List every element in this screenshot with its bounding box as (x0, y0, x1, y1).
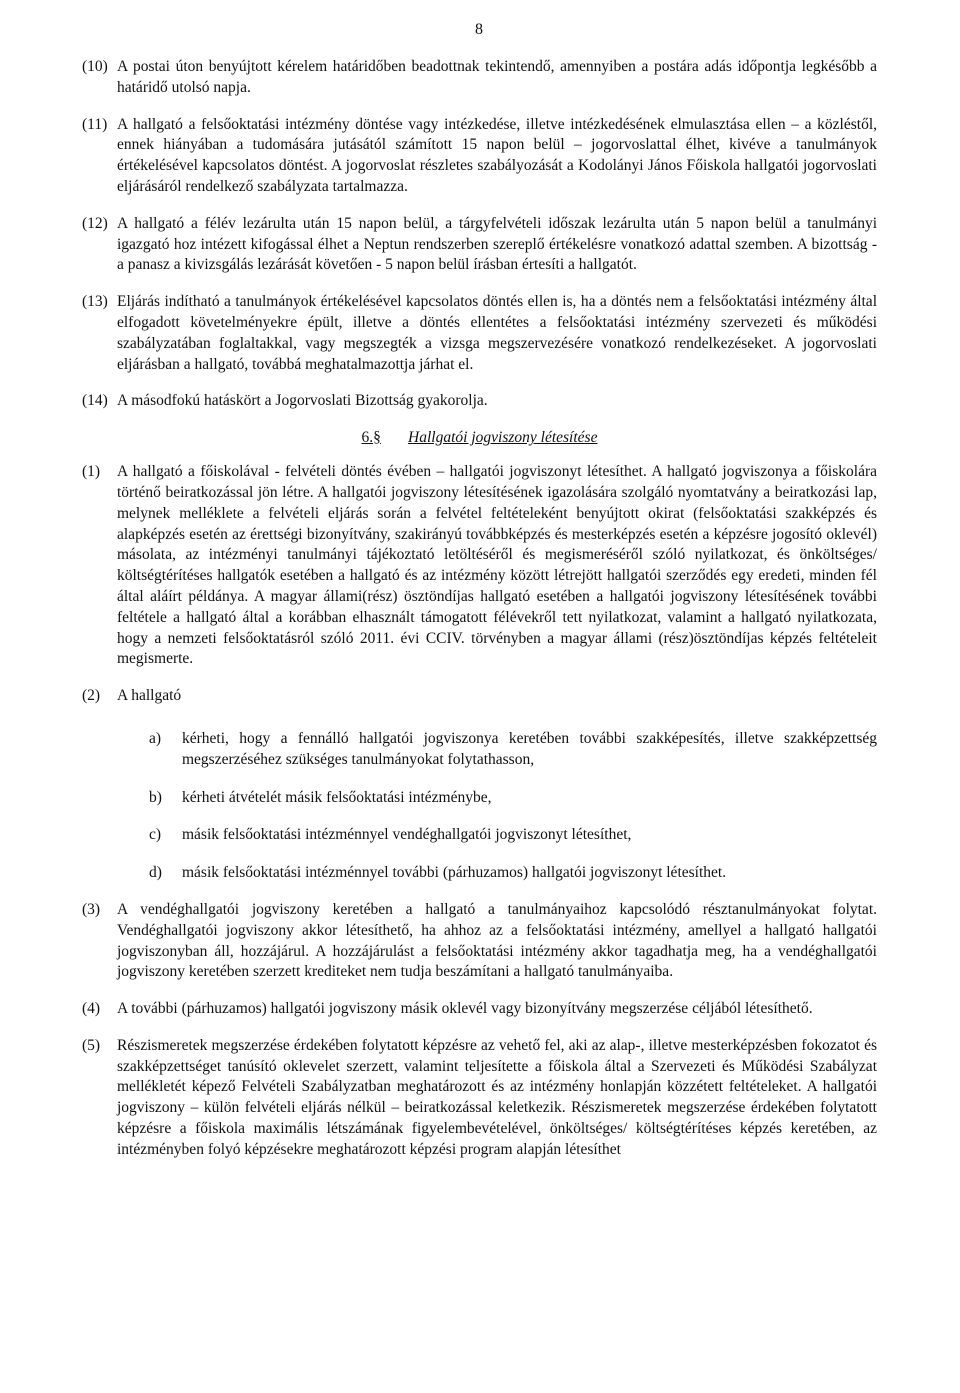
paragraph-14 (82, 391, 877, 412)
paragraph-12 (82, 214, 877, 276)
sub-item-text: másik felsőoktatási intézménnyel vendéghallgatói jogviszonyt létesíthet, (182, 826, 632, 844)
paragraph-number: (5) (82, 1036, 101, 1054)
sub-item-a (82, 729, 877, 771)
paragraph-text: A hallgató a felsőoktatási intézmény döntése vagy intézkedése, illetve intézkedésének elmulasztása ellen – a közléstől, ennek hiányában a tudomására jutásától számított 15 napon belül – jogorvoslattal élhet, kivéve a tanulmányok értékelésével kapcsolatos döntést. A jogorvoslat részletes szabályozását a Kodolányi János Főiskola hallgatói jogorvoslati eljárásáról rendelkező szabályzata tartalmazza. (117, 115, 877, 195)
paragraph-5 (82, 1036, 877, 1161)
paragraph-3 (82, 900, 877, 983)
paragraph-number: (14) (82, 392, 108, 410)
section-title: Hallgatói jogviszony létesítése (408, 429, 598, 447)
paragraph-11 (82, 115, 877, 198)
paragraph-number: (4) (82, 1000, 101, 1018)
paragraph-number: (3) (82, 900, 101, 918)
sub-item-text: másik felsőoktatási intézménnyel további (párhuzamos) hallgatói jogviszonyt létesíthet. (182, 864, 727, 882)
page-number: 8 (475, 21, 483, 38)
paragraph-text: A hallgató a főiskolával - felvételi döntés évében – hallgatói jogviszonyt létesíthet. A hallgató jogviszonya a főiskolára történő beiratkozással jön létre. A hallgatói jogviszony létesítésének igazolására szolgáló nyomtatvány a beiratkozási lap, melynek melléklete a felvételi eljárás során a felvétel feltételeként benyújtott okirat (felsőoktatási szakképzés és alapképzés esetén az érettségi bizonyítvány, szakirányú továbbképzés és mesterképzés esetén a képzésre jogosító oklevél) másolata, az intézményi tanulmányi tájékoztató letöltéséről és megismeréséről szóló nyilatkozat, és önköltséges/ költségtérítéses hallgatók esetében a hallgató és az intézmény között létrejött hallgatói szerződés egy eredeti, minden fél által aláírt példánya. A magyar állami(rész) ösztöndíjas hallgató esetében a hallgatói jogviszony létesítésének további feltétele a hallgató által a korábban elhasznált támogatott félévekről tett nyilatkozat, valamint a hallgató nyilatkozata, hogy a nemzeti felsőoktatásról szóló 2011. évi CCIV. törvényben a magyar állami (rész)ösztöndíjas képzés feltételeit megismerte. (117, 463, 877, 668)
sub-item-letter: b) (149, 788, 162, 806)
paragraph-4 (82, 999, 877, 1020)
paragraph-number: (10) (82, 58, 108, 75)
sub-item-letter: d) (149, 864, 162, 882)
sub-item-text: kérheti átvételét másik felsőoktatási intézménybe, (182, 788, 492, 806)
document-body (82, 57, 877, 1161)
sub-item-letter: c) (149, 826, 162, 844)
sub-item-d (82, 863, 877, 884)
paragraph-text: A postai úton benyújtott kérelem határidőben beadottnak tekintendő, amennyiben a postára adás időpontja legkésőbb a határidő utolsó napja. (117, 58, 877, 96)
paragraph-13 (82, 292, 877, 375)
paragraph-text: A hallgató a félév lezárulta után 15 napon belül, a tárgyfelvételi időszak lezárulta után 5 napon belül a tanulmányi igazgató hoz intézett kifogással élhet a Neptun rendszerben szereplő értékelésre vonatkozó adattal szemben. A bizottság - a panasz a kivizsgálás lezárását követően - 5 napon belül írásban értesíti a hallgatót. (117, 214, 877, 274)
paragraph-number: (1) (82, 463, 101, 481)
paragraph-10 (82, 57, 877, 99)
paragraph-text: A másodfokú hatáskört a Jogorvoslati Bizottság gyakorolja. (117, 392, 488, 410)
paragraph-number: (11) (82, 115, 108, 133)
sub-item-text: kérheti, hogy a fennálló hallgatói jogviszonya keretében további szakképesítés, illetve szakképzettség megszerzéséhez szükséges tanulmányokat folytathasson, (182, 729, 877, 768)
section-number: 6.§ (361, 429, 381, 447)
paragraph-number: (2) (82, 687, 101, 705)
paragraph-2 (82, 686, 877, 707)
paragraph-text: Részismeretek megszerzése érdekében folytatott képzésre az vehető fel, aki az alap-, illetve mesterképzésben fokozatot és szakképzettséget tanúsító oklevelet szerzett, valamint teljesítette a főiskola által a Szervezeti és Működési Szabályzat mellékletét képező Felvételi Szabályzatban meghatározott és az intézmény honlapján közzétett feltételeket. A hallgatói jogviszony – külön felvételi eljárás nélkül – beiratkozással keletkezik. Részismeretek megszerzése érdekében folytatott képzésre a főiskola maximális létszámának figyelembevételével, önköltséges/ költségtérítéses képzés keretében, az intézményben folyó képzésekre meghatározott képzési program alapján létesíthet (117, 1036, 877, 1158)
paragraph-text: A hallgató (117, 687, 182, 705)
paragraph-text: Eljárás indítható a tanulmányok értékelésével kapcsolatos döntés ellen is, ha a döntés nem a felsőoktatási intézmény által elfogadott követelményekre épült, illetve a döntés ellentétes a felsőoktatási intézmény szervezeti és működési szabályzatában foglaltakkal, vagy megszegték a vizsga megszervezésére vonatkozó rendelkezéseket. A jogorvoslati eljárásban a hallgató, továbbá meghatalmazottja járhat el. (117, 293, 877, 373)
paragraph-1 (82, 462, 877, 670)
sub-item-letter: a) (149, 729, 162, 747)
section-heading (82, 428, 877, 450)
sub-item-c (82, 825, 877, 846)
paragraph-text: A további (párhuzamos) hallgatói jogviszony másik oklevél vagy bizonyítvány megszerzése céljából létesíthető. (117, 1000, 813, 1018)
paragraph-number: (13) (82, 293, 108, 311)
sub-item-b (82, 788, 877, 809)
paragraph-number: (12) (82, 214, 108, 232)
paragraph-text: A vendéghallgatói jogviszony keretében a hallgató a tanulmányaihoz kapcsolódó résztanulmányokat folytat. Vendéghallgatói jogviszony akkor létesíthető, ha ahhoz az a felsőoktatási intézmény, amellyel a hallgató hallgatói jogviszonyban áll, hozzájárul. A hozzájárulást a felsőoktatási intézmény akkor tagadhatja meg, ha a vendéghallgatói jogviszony keretében szerzett krediteket nem tudja beszámítani a hallgató tanulmányaiba. (117, 900, 877, 981)
